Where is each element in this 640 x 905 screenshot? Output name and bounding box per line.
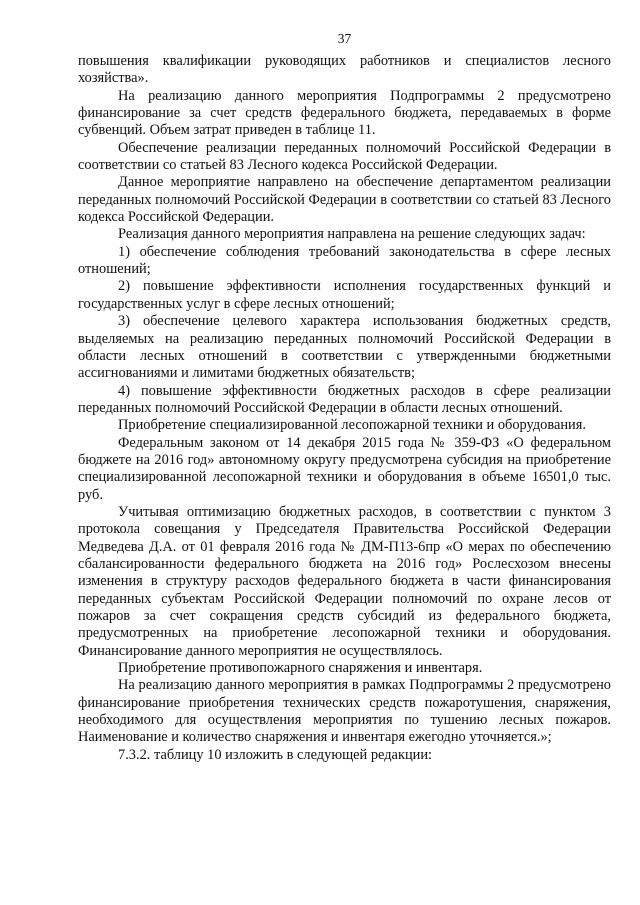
document-page: [78, 30, 611, 764]
paragraph: Федеральным законом от 14 декабря 2015 года № 359-ФЗ «О федеральном бюджете на 2016 год» автономному округу предусмотрена субсидия на приобретение специализированной лесопожарной техники и оборудования в объеме 16501,0 тыс. руб.: [78, 434, 611, 503]
paragraph: 1) обеспечение соблюдения требований законодательства в сфере лесных отношений;: [78, 243, 611, 278]
paragraph: На реализацию данного мероприятия Подпрограммы 2 предусмотрено финансирование за счет средств федерального бюджета, передаваемых в форме субвенций. Объем затрат приведен в таблице 11.: [78, 87, 611, 139]
document-body: [78, 53, 611, 764]
paragraph: Приобретение противопожарного снаряжения и инвентаря.: [118, 660, 483, 677]
paragraph: 4) повышение эффективности бюджетных расходов в сфере реализации переданных полномочий Российской Федерации в области лесных отношений.: [78, 382, 611, 416]
paragraph: Обеспечение реализации переданных полномочий Российской Федерации в соответствии со статьей 83 Лесного кодекса Российской Федерации.: [78, 139, 611, 174]
page-number: 37: [337, 31, 352, 46]
paragraph: повышения квалификации руководящих работников и специалистов лесного хозяйства».: [78, 53, 611, 87]
paragraph: 2) повышение эффективности исполнения государственных функций и государственных услуг в сфере лесных отношений;: [78, 278, 611, 312]
paragraph: На реализацию данного мероприятия в рамках Подпрограммы 2 предусмотрено финансирование приобретения технических средств пожаротушения, снаряжения, необходимого для осуществления мероприятия по тушению лесных пожаров. Наименование и количество снаряжения и инвентаря ежегодно уточняется.»;: [78, 677, 611, 746]
paragraph: 3) обеспечение целевого характера использования бюджетных средств, выделяемых на реализацию переданных полномочий Российской Федерации в области лесных отношений в соответствии с утвержденными бюджетными ассигнованиями и лимитами бюджетных обязательств;: [78, 313, 611, 382]
paragraph: Учитывая оптимизацию бюджетных расходов, в соответствии с пунктом 3 протокола совещания у Председателя Правительства Российской Федерации Медведева Д.А. от 01 февраля 2016 года № ДМ-П13-6пр «О мерах по обеспечению сбалансированности федерального бюджета на 2016 год» Рослесхозом внесены изменения в структуру расходов федерального бюджета в части финансирования переданных субъектам Российской Федерации полномочий по охране лесов от пожаров за счет сокращения средств субсидий из федерального бюджета, предусмотренных на приобретение лесопожарной техники и оборудования. Финансирование данного мероприятия не осуществлялось.: [78, 503, 611, 659]
paragraph: Данное мероприятие направлено на обеспечение департаментом реализации переданных полномочий Российской Федерации в соответствии со статьей 83 Лесного кодекса Российской Федерации.: [78, 174, 611, 226]
paragraph: Реализация данного мероприятия направлена на решение следующих задач:: [118, 226, 586, 243]
paragraph: 7.3.2. таблицу 10 изложить в следующей редакции:: [118, 746, 433, 763]
paragraph: Приобретение специализированной лесопожарной техники и оборудования.: [118, 417, 586, 434]
